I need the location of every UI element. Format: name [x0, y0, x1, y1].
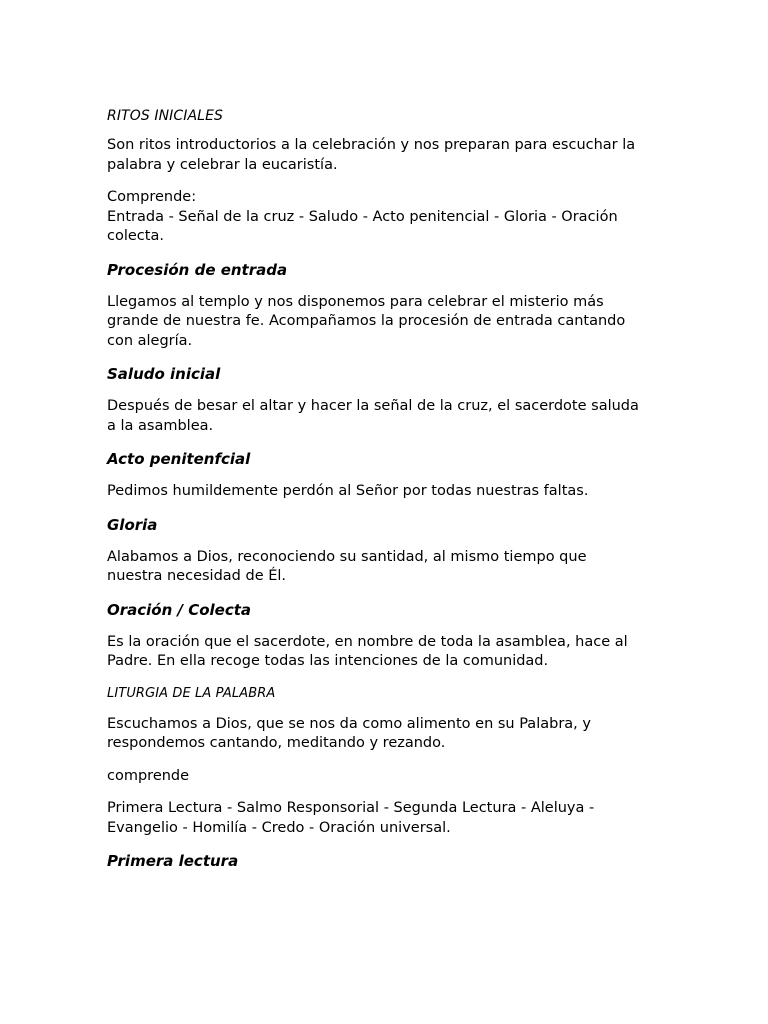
- heading-primera-lectura: Primera lectura: [107, 852, 239, 870]
- section-title-ritos-iniciales: RITOS INICIALES: [107, 108, 224, 124]
- gloria-paragraph: Alabamos a Dios, reconociendo su santidad, al mismo tiempo que nuestra necesidad de Él.: [107, 548, 587, 584]
- heading-oracion-colecta: Oración / Colecta: [107, 600, 252, 619]
- liturgia-list-paragraph: Primera Lectura - Salmo Responsorial - Segunda Lectura - Aleluya - Evangelio - Homilía - Credo - Oración universal.: [107, 800, 595, 836]
- procesion-paragraph: Llegamos al templo y nos disponemos para celebrar el misterio más grande de nuestra fe. Acompañamos la procesión de entrada cantando con alegría.: [107, 293, 626, 349]
- liturgia-intro-paragraph: Escuchamos a Dios, que se nos da como alimento en su Palabra, y respondemos cantando, meditando y rezando.: [107, 715, 591, 751]
- ritos-intro-paragraph: Son ritos introductorios a la celebración y nos preparan para escuchar la palabra y celebrar la eucaristía.: [107, 137, 636, 173]
- heading-gloria: Gloria: [107, 515, 158, 534]
- saludo-paragraph: Después de besar el altar y hacer la señal de la cruz, el sacerdote saluda a la asamblea.: [107, 398, 639, 434]
- heading-saludo-inicial: Saludo inicial: [107, 365, 221, 383]
- section-title-liturgia-de-la-palabra: LITURGIA DE LA PALABRA: [107, 685, 276, 701]
- heading-procesion-de-entrada: Procesión de entrada: [107, 260, 288, 279]
- liturgia-comprende-label: comprende: [107, 767, 190, 784]
- ritos-comprende-paragraph: Comprende: Entrada - Señal de la cruz - Saludo - Acto penitencial - Gloria - Oración colecta.: [107, 189, 618, 244]
- acto-paragraph: Pedimos humildemente perdón al Señor por todas nuestras faltas.: [107, 483, 589, 499]
- heading-acto-penitencial: Acto penitenfcial: [107, 450, 251, 468]
- oracion-paragraph: Es la oración que el sacerdote, en nombre de toda la asamblea, hace al Padre. En ella recoge todas las intenciones de la comunidad.: [107, 633, 628, 669]
